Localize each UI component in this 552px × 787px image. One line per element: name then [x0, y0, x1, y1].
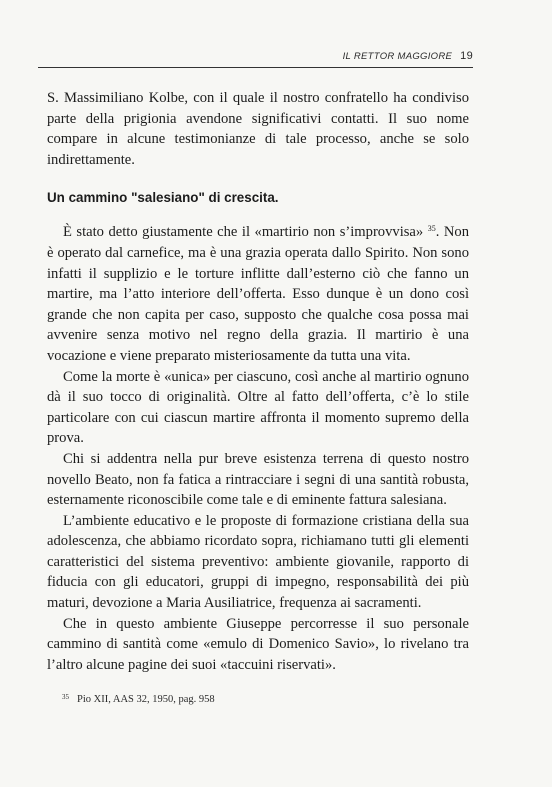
paragraph-2-rest: . Non è operato dal carnefice, ma è una grazia operata dallo Spirito. Non sono infatti il supplizio e le torture inflitte dall’esterno ciò che fanno un martire, ma l’atto interiore dell’offerta. Esso dunque è un dono così grande che non capita per caso, supposto che qualche cosa possa mai avvenire senza motivo nel regno della grazia. Il martirio è una vocazione e viene preparato misteriosamente da tutta una vita.: [47, 224, 469, 364]
footnote: [62, 693, 215, 705]
paragraph-5: L’ambiente educativo e le proposte di formazione cristiana della sua adolescenza, che abbiamo ricordato sopra, richiamano tutti gli elementi caratteristici del sistema preventivo: ambiente giovanile, rapporto di fiducia con gli educatori, gruppi di impegno, responsabilità dei più maturi, devozione a Maria Ausiliatrice, frequenza ai sacramenti.: [47, 512, 469, 612]
paragraph-1: S. Massimiliano Kolbe, con il quale il nostro confratello ha condiviso parte della prigionia avendone significativi contatti. Il suo nome compare in alcune testimonianze di tale processo, anche se solo indirettamente.: [47, 90, 469, 168]
paragraph-3: Come la morte è «unica» per ciascuno, così anche al martirio ognuno dà il suo tocco di originalità. Oltre al fatto dell’offerta, c’è lo stile particolare con cui ciascun martire affronta il momento supremo della prova.: [47, 368, 469, 447]
paragraph-6: Che in questo ambiente Giuseppe percorresse il suo personale cammino di santità come «emulo di Domenico Savio», lo rivelano tra l’altro alcune pagine dei suoi «taccuini riservati».: [47, 615, 469, 673]
body-text: [47, 88, 469, 675]
paragraph-2-start: È stato detto giustamente che il «martirio non s’improvvisa»: [63, 224, 428, 241]
running-header: [38, 50, 473, 62]
paragraph-4: Chi si addentra nella pur breve esistenza terrena di questo nostro novello Beato, non fa fatica a rintracciare i segni di una santità robusta, esternamente riconoscibile come tale e di eminente fattura salesiana.: [47, 450, 469, 509]
running-title: IL RETTOR MAGGIORE: [342, 51, 453, 62]
section-heading: Un cammino "salesiano" di crescita.: [47, 190, 279, 206]
header-rule: [38, 67, 473, 68]
paragraph-2: [47, 222, 469, 366]
footnote-text: Pio XII, AAS 32, 1950, pag. 958: [77, 694, 215, 705]
page-number: 19: [460, 50, 473, 62]
footnote-reference: 35: [427, 224, 436, 234]
footnote-mark: 35: [62, 693, 69, 701]
